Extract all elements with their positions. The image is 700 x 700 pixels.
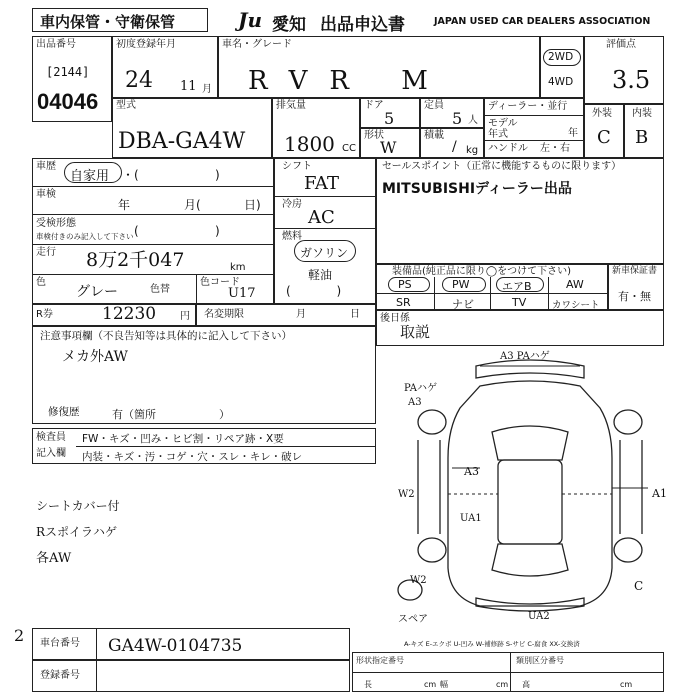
accepted-sub: 車検付きのみ記入して下さい: [36, 232, 134, 241]
cap-value: 5: [452, 109, 463, 128]
diag-a3-pa: A3 PAハゲ: [500, 351, 550, 362]
diag-ua1-left: UA1: [460, 513, 482, 524]
shape-change-cm2: cm: [496, 680, 509, 689]
mileage-label: 走行: [36, 247, 56, 258]
shift-divider: [274, 196, 376, 197]
diag-a3-left: A3: [408, 397, 422, 408]
name-change-month: 月: [296, 309, 306, 320]
form-title: 出品申込書: [320, 15, 405, 35]
org-name: 愛知: [272, 15, 306, 35]
side-right: [620, 440, 642, 534]
model-year-label: モデル年式: [488, 118, 518, 140]
drive-cell: [540, 36, 584, 98]
inspection-month-unit: 月(: [184, 198, 201, 212]
divider-4: [32, 274, 274, 275]
color-divider: [196, 274, 197, 304]
equip-row-divider: [376, 293, 608, 294]
handwritten-number: 2: [14, 626, 25, 645]
shape-value: W: [380, 138, 397, 157]
diag-w2-bottom: W2: [410, 575, 427, 586]
color-code-value: U17: [228, 286, 256, 301]
windshield: [492, 426, 568, 460]
diag-a3-mid: A3: [464, 465, 479, 478]
rear-notes-label: 後日係: [380, 313, 410, 324]
equip-airbag: エアB: [502, 280, 532, 293]
logo-mark: Ju: [238, 8, 263, 32]
name-change-day: 日: [350, 309, 360, 320]
interior-value: B: [635, 127, 649, 148]
reg-month: 11: [180, 79, 197, 94]
inspector-label-2: 記入欄: [36, 448, 66, 459]
selling-block: [376, 158, 664, 264]
rear-notes-value: 取説: [400, 323, 431, 341]
diag-ua2-bottom: UA2: [528, 611, 550, 622]
wheel-rear-right: [614, 538, 642, 562]
notes-label: 注意事項欄（不良告知等は具体的に記入して下さい）: [40, 330, 292, 342]
lot-number: 04046: [37, 89, 99, 114]
mileage-unit: km: [230, 262, 246, 273]
shift-label: シフト: [282, 161, 312, 172]
load-label: 積載: [424, 130, 444, 141]
inspection-year-unit: 年: [118, 198, 131, 212]
exterior-label: 外装: [592, 108, 612, 119]
score-label: 評価点: [606, 39, 636, 50]
handle-opts: 左・右: [540, 143, 570, 154]
color-value: グレー: [76, 284, 118, 300]
shape-change-length: 長: [364, 680, 372, 689]
score-value: 3.5: [612, 66, 651, 94]
accepted-label: 受検形態: [36, 218, 76, 229]
type-value: DBA-GA4W: [118, 129, 246, 154]
equip-sr: SR: [396, 296, 411, 309]
equipment-label: 装備品(純正品に限り◯をつけて下さい): [392, 266, 571, 277]
fuel-opt2: 軽油: [308, 268, 333, 282]
inspector-label-1: 検査員: [36, 432, 66, 443]
diag-spare: スペア: [398, 614, 428, 625]
ac-divider: [274, 228, 376, 229]
inspection-label: 車検: [36, 189, 56, 200]
association-name: JAPAN USED CAR DEALERS ASSOCIATION: [434, 16, 651, 27]
disp-value: 1800: [284, 132, 335, 156]
wheel-rear-left: [418, 538, 446, 562]
selling-label: セールスポイント（正常に機能するものに限ります）: [382, 161, 622, 172]
name-change-label: 名変期限: [204, 309, 244, 320]
diag-pa-left: PAハゲ: [404, 383, 438, 394]
registration-label: 登録番号: [40, 670, 80, 681]
repair-value: 有（箇所 ）: [112, 408, 230, 421]
equip-pw: PW: [452, 278, 470, 291]
type-label: 型式: [116, 100, 136, 111]
notes-line1: メカ外AW: [62, 349, 128, 365]
fuel-paren: ( ): [286, 284, 342, 298]
equip-col-3: [548, 277, 549, 310]
interior-label: 内装: [632, 108, 652, 119]
rear-window: [492, 544, 568, 576]
shape-label: 形状: [364, 130, 384, 141]
cap-label: 定員: [424, 100, 444, 111]
inspector-row-2: 内装・キズ・汚・コゲ・穴・スレ・キレ・破レ: [82, 451, 303, 463]
exterior-value: C: [597, 127, 611, 148]
equip-seat: カワシート: [552, 300, 600, 311]
lot-sub: [2144]: [46, 65, 90, 79]
accepted-paren: ( ): [134, 224, 220, 238]
reg-month-unit: 月: [202, 84, 212, 95]
mileage-value: 8万2千047: [86, 249, 185, 271]
equip-navi: ナビ: [452, 298, 474, 311]
chassis-label: 車台番号: [40, 638, 80, 649]
reg-year: 24: [125, 68, 153, 93]
chassis-divider: [96, 628, 97, 660]
roof-panel: [498, 460, 562, 544]
color-change-label: 色替: [150, 284, 170, 295]
registration-divider: [96, 660, 97, 692]
wheel-front-right: [614, 410, 642, 434]
equip-col-2: [490, 277, 491, 310]
storage-label: 車内保管・守衛保管: [40, 13, 176, 31]
model-value: RVR M: [248, 66, 450, 96]
divider-2: [32, 214, 274, 215]
shift-value: FAT: [304, 173, 339, 194]
category-label: 類別区分番号: [516, 656, 564, 665]
diag-w2-left: W2: [398, 489, 415, 500]
equip-col-1: [434, 277, 435, 310]
model-year-unit: 年: [568, 128, 578, 139]
fuel-value: ガソリン: [300, 246, 349, 260]
shape-change-hdivider: [352, 672, 664, 673]
recycle-value: 12230: [102, 304, 157, 324]
divider-3: [32, 244, 274, 245]
color-label: 色: [36, 277, 46, 288]
cap-unit: 人: [468, 115, 478, 126]
inspector-divider: [76, 446, 376, 447]
shape-change-cm1: cm: [424, 680, 437, 689]
history-value: 自家用: [70, 169, 110, 184]
door-value: 5: [384, 109, 395, 128]
front-bumper: [476, 360, 584, 378]
category-height: 高: [522, 680, 530, 689]
ac-label: 冷房: [282, 199, 302, 210]
dealer-divider: [484, 115, 584, 116]
shape-change-width: 幅: [440, 680, 448, 689]
disp-unit: CC: [342, 143, 356, 154]
inspection-day-unit: 日): [244, 198, 261, 212]
model-label: 車名・グレード: [222, 39, 292, 50]
inspector-row-1: FW・キズ・凹み・ヒビ割・リペア跡・X要: [82, 433, 284, 445]
legend: A-キズ E-エクボ U-凹み W-補修跡 S-サビ C-腐食 XX-交換済: [404, 640, 580, 648]
handwritten-line-1: シートカバー付: [36, 499, 120, 513]
rear-bumper: [476, 598, 584, 611]
drive-2wd: 2WD: [548, 51, 574, 63]
chassis-value: GA4W-0104735: [108, 636, 243, 656]
handwritten-line-3: 各AW: [36, 551, 72, 566]
fuel-label: 燃料: [282, 231, 302, 242]
wheel-front-left: [418, 410, 446, 434]
diag-c-right: C: [634, 579, 644, 593]
history-rest: ・( ): [122, 168, 220, 182]
selling-value: MITSUBISHIディーラー出品: [382, 181, 572, 197]
category-cm: cm: [620, 680, 633, 689]
equip-ps: PS: [398, 278, 412, 291]
diag-a1-right: A1: [652, 487, 667, 500]
load-unit: kg: [466, 145, 479, 156]
dealer-label: ディーラー・並行: [488, 101, 568, 112]
side-left: [418, 440, 440, 534]
shape-change-label: 形状指定番号: [356, 656, 404, 665]
drive-4wd: 4WD: [548, 76, 574, 88]
warranty-value: 有・無: [618, 290, 651, 303]
repair-label: 修復歴: [48, 406, 80, 418]
handwritten-line-2: Rスポイラハゲ: [36, 525, 118, 539]
handle-label: ハンドル: [488, 143, 528, 154]
door-label: ドア: [364, 100, 384, 111]
lot-label: 出品番号: [36, 39, 76, 50]
load-value: /: [452, 139, 457, 155]
dealer-divider-2: [484, 140, 584, 141]
equip-tv: TV: [512, 296, 527, 309]
divider-1: [32, 186, 274, 187]
ac-value: AC: [308, 207, 335, 228]
recycle-label: R券: [36, 309, 53, 320]
recycle-unit: 円: [180, 311, 190, 322]
reg-label: 初度登録年月: [116, 39, 176, 50]
history-label: 車歴: [36, 161, 56, 172]
equip-aw: AW: [566, 278, 584, 291]
warranty-label: 新車保証書: [612, 266, 658, 276]
color-code-label: 色コード: [200, 277, 240, 288]
disp-label: 排気量: [276, 100, 306, 111]
